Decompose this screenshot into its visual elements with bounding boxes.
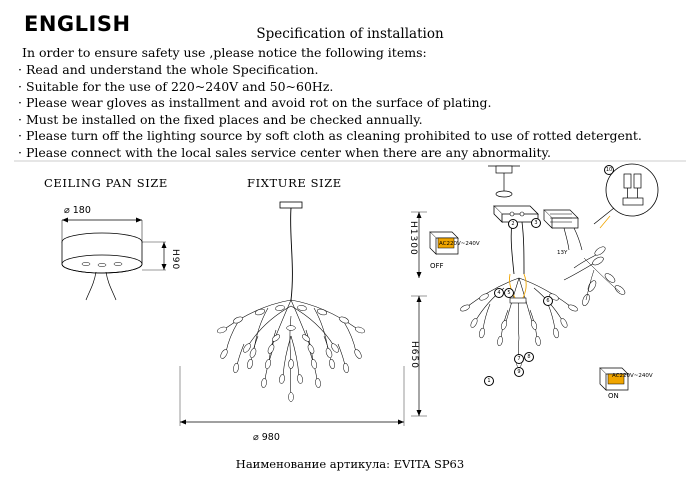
step-badge-2: 2 — [508, 219, 518, 229]
brand-title: ENGLISH — [24, 12, 131, 36]
list-item: · Please turn off the lighting source by soft cloth as cleaning prohibited to use of rotted detergent. — [18, 128, 642, 144]
list-item: · Please wear gloves as installment and avoid rot on the surface of plating. — [18, 95, 492, 111]
drop-height-label: H1300 — [408, 221, 418, 256]
wire-code-label: 13Y — [557, 250, 568, 256]
voltage-label-on: AC220V~240V — [612, 373, 653, 379]
step-badge-7: 7 — [514, 354, 524, 364]
fixture-drawing — [168, 196, 420, 446]
body-height-label: H650 — [409, 341, 419, 369]
fixture-size-section-label: FIXTURE SIZE — [247, 176, 342, 190]
step-badge-8: 8 — [524, 352, 534, 362]
step-badge-3: 3 — [531, 218, 541, 228]
list-item: · Must be installed on the fixed places and be checked annually. — [18, 111, 423, 127]
ceiling-height-label: H90 — [170, 249, 180, 271]
page-title: Specification of installation — [256, 26, 444, 42]
switch-off-label: OFF — [430, 262, 444, 270]
safety-bullet-list — [18, 62, 688, 162]
step-badge-5: 5 — [504, 288, 514, 298]
step-badge-1: 1 — [484, 376, 494, 386]
list-item: · Read and understand the whole Specification. — [18, 62, 319, 77]
step-badge-9: 9 — [514, 367, 524, 377]
list-item: · Suitable for the use of 220~240V and 50~60Hz. — [18, 78, 334, 94]
ceiling-diameter-label: ⌀ 180 — [64, 205, 91, 216]
switch-on-label: ON — [608, 392, 619, 400]
step-badge-4: 4 — [494, 288, 504, 298]
installation-diagram — [424, 158, 686, 418]
voltage-label-off: AC220V~240V — [439, 241, 480, 247]
step-badge-10: 10 — [605, 167, 613, 173]
intro-text: In order to ensure safety use ,please notice the following items: — [22, 45, 427, 60]
ceiling-pan-section-label: CEILING PAN SIZE — [44, 176, 168, 190]
article-caption: Наименование артикула: EVITA SP63 — [235, 457, 465, 471]
step-badge-6: 6 — [543, 296, 553, 306]
fixture-diameter-label: ⌀ 980 — [253, 432, 280, 443]
list-item: · Please connect with the local sales service center when there are any abnormality. — [18, 144, 551, 160]
